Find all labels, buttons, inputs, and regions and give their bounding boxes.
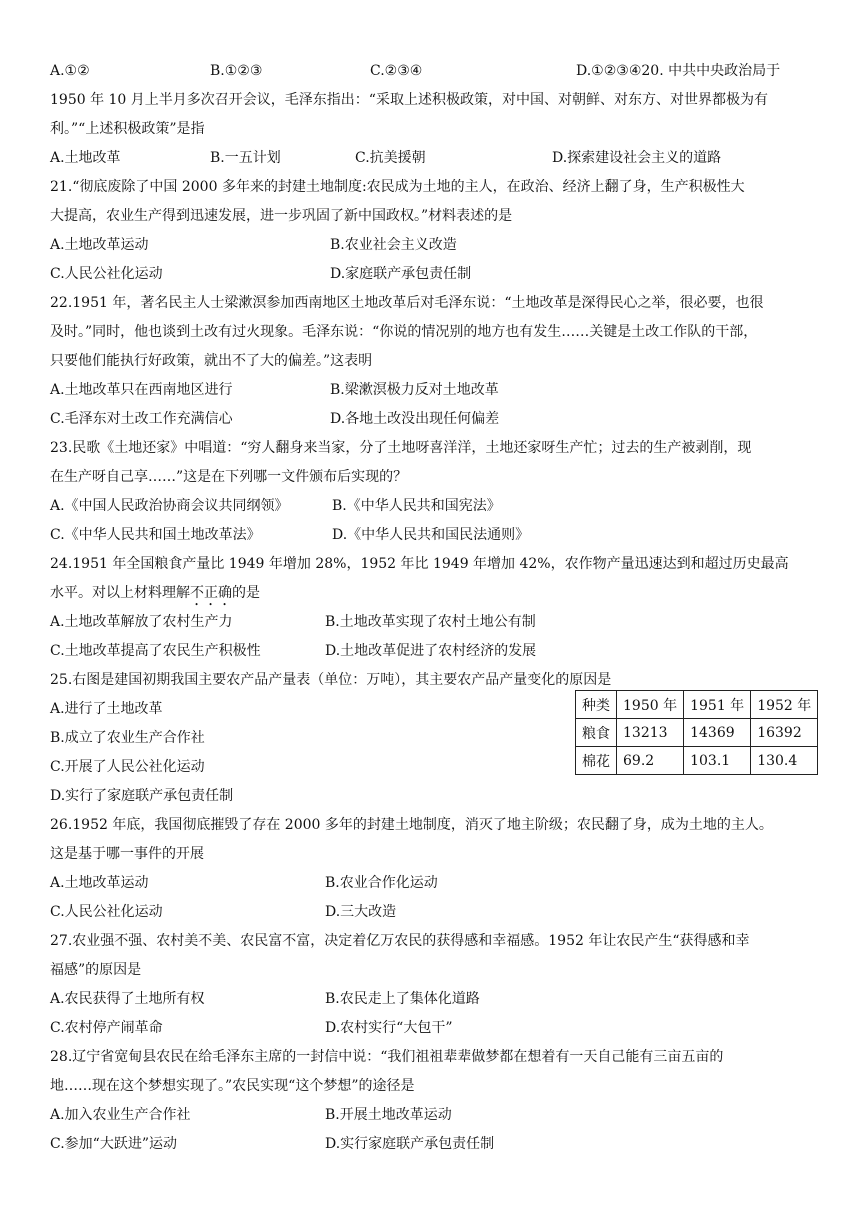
- table-header-cell: 1951 年: [684, 691, 751, 719]
- q27-option-c[interactable]: C.农村停产闹革命: [50, 1020, 163, 1036]
- q28-stem-line: 地……现在这个梦想实现了。”农民实现“这个梦想”的途径是: [50, 1078, 415, 1094]
- q26-options-row2: [50, 898, 820, 927]
- q19-option-d[interactable]: [576, 57, 780, 86]
- q24-option-b[interactable]: B.土地改革实现了农村土地公有制: [325, 614, 536, 630]
- q22-option-a[interactable]: A.土地改革只在西南地区进行: [50, 382, 233, 398]
- q28-stem-line: 28.辽宁省宽甸县农民在给毛泽东主席的一封信中说：“我们祖祖辈辈做梦都在想着有一天自己能有三亩五亩的: [50, 1049, 724, 1065]
- q20-option-b[interactable]: B.一五计划: [210, 150, 281, 166]
- table-cell: 16392: [751, 719, 818, 747]
- q24-options-row2: [50, 637, 820, 666]
- q25-option-c[interactable]: C.开展了人民公社化运动: [50, 759, 205, 775]
- q27-option-b[interactable]: B.农民走上了集体化道路: [325, 991, 480, 1007]
- table-cell: 103.1: [684, 747, 751, 775]
- q20-options: [50, 144, 820, 173]
- q21-option-d[interactable]: D.家庭联产承包责任制: [330, 266, 472, 282]
- q26-option-a[interactable]: A.土地改革运动: [50, 875, 149, 891]
- q27-options-row1: [50, 985, 820, 1014]
- q19-option-a[interactable]: A.①②: [50, 63, 90, 79]
- q23-stem-line: 在生产呀自己享……”这是在下列哪一文件颁布后实现的？: [50, 469, 408, 485]
- q22-options-row2: [50, 405, 820, 434]
- q26-option-d[interactable]: D.三大改造: [325, 904, 397, 920]
- q23-option-a[interactable]: A.《中国人民政治协商会议共同纲领》: [50, 498, 289, 514]
- table-header-cell: 1950 年: [617, 691, 684, 719]
- q19-option-d-label: D.①②③④: [576, 63, 642, 79]
- q24-option-a[interactable]: A.土地改革解放了农村生产力: [50, 614, 233, 630]
- q23-stem-line: 23.民歌《土地还家》中唱道：“穷人翻身来当家，分了土地呀喜洋洋，土地还家呀生产忙；过去的生产被剥削，现: [50, 440, 752, 456]
- exam-page: [50, 57, 820, 1159]
- q21-options-row1: [50, 231, 820, 260]
- q27-stem-line: 福感”的原因是: [50, 962, 142, 978]
- table-cell: 13213: [617, 719, 684, 747]
- q26-option-c[interactable]: C.人民公社化运动: [50, 904, 163, 920]
- q23-options-row1: [50, 492, 820, 521]
- table-cell: 69.2: [617, 747, 684, 775]
- q28-options-row1: [50, 1101, 820, 1130]
- q28-option-c[interactable]: C.参加“大跃进”运动: [50, 1136, 177, 1152]
- q28-options-row2: [50, 1130, 820, 1159]
- q24-options-row1: [50, 608, 820, 637]
- q21-option-a[interactable]: A.土地改革运动: [50, 237, 149, 253]
- q22-option-d[interactable]: D.各地土改没出现任何偏差: [330, 411, 500, 427]
- q20-stem-start: 20. 中共中央政治局于: [641, 63, 781, 79]
- q25-option-a[interactable]: A.进行了土地改革: [50, 701, 163, 717]
- table-cell: 粮食: [576, 719, 617, 747]
- q26-stem-line: 26.1952 年底，我国彻底摧毁了存在 2000 多年的封建土地制度，消灭了地主阶级；农民翻了身，成为土地的主人。: [50, 817, 773, 833]
- q24-stem-line: 24.1951 年全国粮食产量比 1949 年增加 28%，1952 年比 1949 年增加 42%，农作物产量迅速达到和超过历史最高: [50, 556, 789, 572]
- q25-stem: 25.右图是建国初期我国主要农产品产量表（单位：万吨），其主要农产品产量变化的原因是: [50, 672, 612, 688]
- q24-emphasis-text: 不正确: [190, 585, 232, 601]
- q22-stem-line: 只要他们能执行好政策，就出不了大的偏差。”这表明: [50, 353, 373, 369]
- q19-option-c[interactable]: C.②③④: [370, 63, 423, 79]
- q24-option-c[interactable]: C.土地改革提高了农民生产积极性: [50, 643, 261, 659]
- q23-options-row2: [50, 521, 820, 550]
- q28-option-d[interactable]: D.实行家庭联产承包责任制: [325, 1136, 495, 1152]
- q25-option-d[interactable]: D.实行了家庭联产承包责任制: [50, 788, 234, 804]
- q25-option-b[interactable]: B.成立了农业生产合作社: [50, 730, 205, 746]
- table-cell: 14369: [684, 719, 751, 747]
- table-header-cell: 种类: [576, 691, 617, 719]
- q26-stem-line: 这是基于哪一事件的开展: [50, 846, 204, 862]
- q22-stem-line: 22.1951 年，著名民主人士梁漱溟参加西南地区土地改革后对毛泽东说：“土地改革是深得民心之举，很必要，也很: [50, 295, 764, 311]
- q20-option-d[interactable]: D.探索建设社会主义的道路: [552, 150, 722, 166]
- q25-production-table: [575, 690, 818, 775]
- q23-option-b[interactable]: B.《中华人民共和国宪法》: [332, 498, 501, 514]
- q21-options-row2: [50, 260, 820, 289]
- table-cell: 棉花: [576, 747, 617, 775]
- table-row: [576, 747, 818, 775]
- q22-option-b[interactable]: B.梁漱溟极力反对土地改革: [330, 382, 499, 398]
- q26-option-b[interactable]: B.农业合作化运动: [325, 875, 438, 891]
- q20-stem-line: 1950 年 10 月上半月多次召开会议，毛泽东指出：“采取上述积极政策，对中国、对朝鲜、对东方、对世界都极为有: [50, 92, 768, 108]
- q21-option-b[interactable]: B.农业社会主义改造: [330, 237, 457, 253]
- q23-option-d[interactable]: D.《中华人民共和国民法通则》: [332, 527, 530, 543]
- q21-stem-line: 21.“彻底废除了中国 2000 多年来的封建土地制度:农民成为土地的主人，在政治、经济上翻了身，生产积极性大: [50, 179, 745, 195]
- q27-stem-line: 27.农业强不强、农村美不美、农民富不富，决定着亿万农民的获得感和幸福感。1952 年让农民产生“获得感和幸: [50, 933, 750, 949]
- q19-options: [50, 57, 820, 86]
- q22-option-c[interactable]: C.毛泽东对土改工作充满信心: [50, 411, 233, 427]
- q27-option-d[interactable]: D.农村实行“大包干”: [325, 1020, 453, 1036]
- q19-option-b[interactable]: B.①②③: [210, 63, 263, 79]
- q22-options-row1: [50, 376, 820, 405]
- table-row: [576, 719, 818, 747]
- q20-option-c[interactable]: C.抗美援朝: [355, 150, 426, 166]
- table-header-row: [576, 691, 818, 719]
- q21-stem-line: 大提高，农业生产得到迅速发展，进一步巩固了新中国政权。”材料表述的是: [50, 208, 513, 224]
- table-header-cell: 1952 年: [751, 691, 818, 719]
- q23-option-c[interactable]: C.《中华人民共和国土地改革法》: [50, 527, 261, 543]
- q24-stem-last-line: [50, 579, 820, 608]
- q24-option-d[interactable]: D.土地改革促进了农村经济的发展: [325, 643, 537, 659]
- q28-option-b[interactable]: B.开展土地改革运动: [325, 1107, 452, 1123]
- q22-stem-line: 及时。”同时，他也谈到土改有过火现象。毛泽东说：“你说的情况别的地方也有发生……关键是土改工作队的干部，: [50, 324, 758, 340]
- q24-stem-text: 的是: [232, 585, 260, 601]
- q24-stem-text: 水平。对以上材料理解: [50, 585, 190, 601]
- q26-options-row1: [50, 869, 820, 898]
- q27-option-a[interactable]: A.农民获得了土地所有权: [50, 991, 205, 1007]
- q21-option-c[interactable]: C.人民公社化运动: [50, 266, 163, 282]
- q27-options-row2: [50, 1014, 820, 1043]
- q28-option-a[interactable]: A.加入农业生产合作社: [50, 1107, 191, 1123]
- q20-option-a[interactable]: A.土地改革: [50, 150, 121, 166]
- q20-stem-line: 利。”“上述积极政策”是指: [50, 121, 205, 137]
- table-cell: 130.4: [751, 747, 818, 775]
